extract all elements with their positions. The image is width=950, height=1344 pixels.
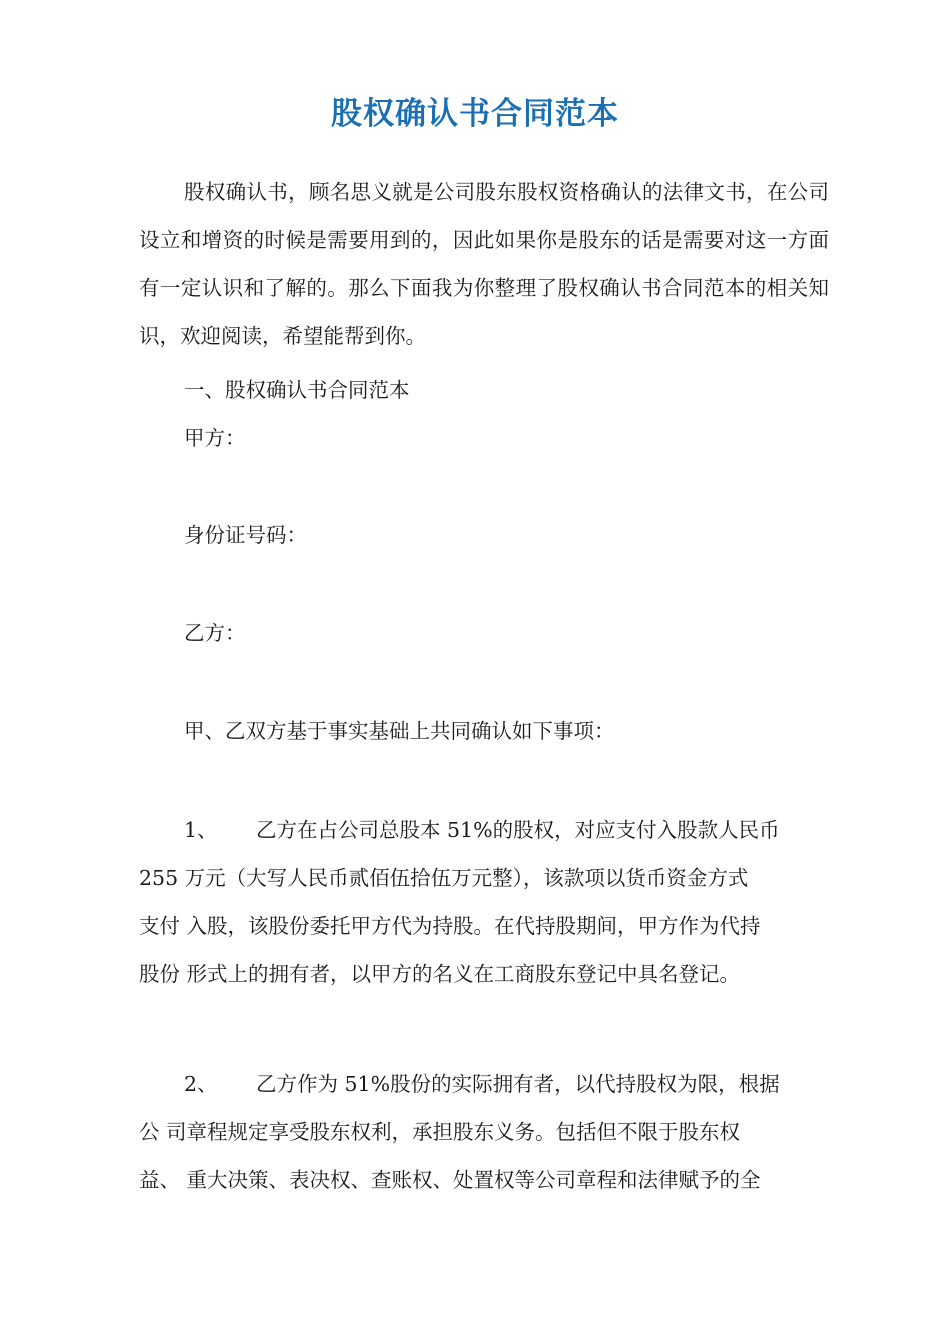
confirm-statement: 甲、乙双方基于事实基础上共同确认如下事项： bbox=[184, 719, 615, 743]
clause-1-number: 1、 bbox=[184, 818, 218, 842]
clause-2-text-1: 乙方作为 51%股份的实际拥有者，以代持股权为限，根据 bbox=[256, 1072, 780, 1096]
clause-2 bbox=[139, 1060, 829, 1204]
clause-2-line-2: 公 司章程规定享受股东权利，承担股东义务。包括但不限于股东权 bbox=[139, 1120, 741, 1144]
clause-2-line-3: 益、 重大决策、表决权、查账权、处置权等公司章程和法律赋予的全 bbox=[139, 1168, 761, 1192]
clause-1-text-1: 乙方在占公司总股本 51%的股权，对应支付入股款人民币 bbox=[256, 818, 780, 842]
party-a-label: 甲方： bbox=[184, 426, 246, 450]
clause-2-line-1 bbox=[139, 1060, 829, 1108]
party-b-label: 乙方： bbox=[184, 621, 246, 645]
clause-1-line-3: 支付 入股，该股份委托甲方代为持股。在代持股期间，甲方作为代持 bbox=[139, 914, 761, 938]
clause-2-number: 2、 bbox=[184, 1072, 218, 1096]
document-title: 股权确认书合同范本 bbox=[331, 96, 619, 132]
clause-1-line-4: 股份 形式上的拥有者，以甲方的名义在工商股东登记中具名登记。 bbox=[139, 962, 741, 986]
clause-1 bbox=[139, 806, 829, 998]
clause-1-line-1 bbox=[139, 806, 829, 854]
id-number-label: 身份证号码： bbox=[184, 523, 307, 547]
intro-paragraph: 股权确认书，顾名思义就是公司股东股权资格确认的法律文书，在公司设立和增资的时候是需要用到的，因此如果你是股东的话是需要对这一方面有一定认识和了解的。那么下面我为你整理了股权确认书合同范本的相关知识，欢迎阅读，希望能帮到你。 bbox=[139, 180, 829, 348]
clause-1-line-2: 255 万元（大写人民币贰佰伍拾伍万元整），该款项以货币资金方式 bbox=[139, 866, 749, 890]
section-heading: 一、股权确认书合同范本 bbox=[184, 378, 410, 402]
